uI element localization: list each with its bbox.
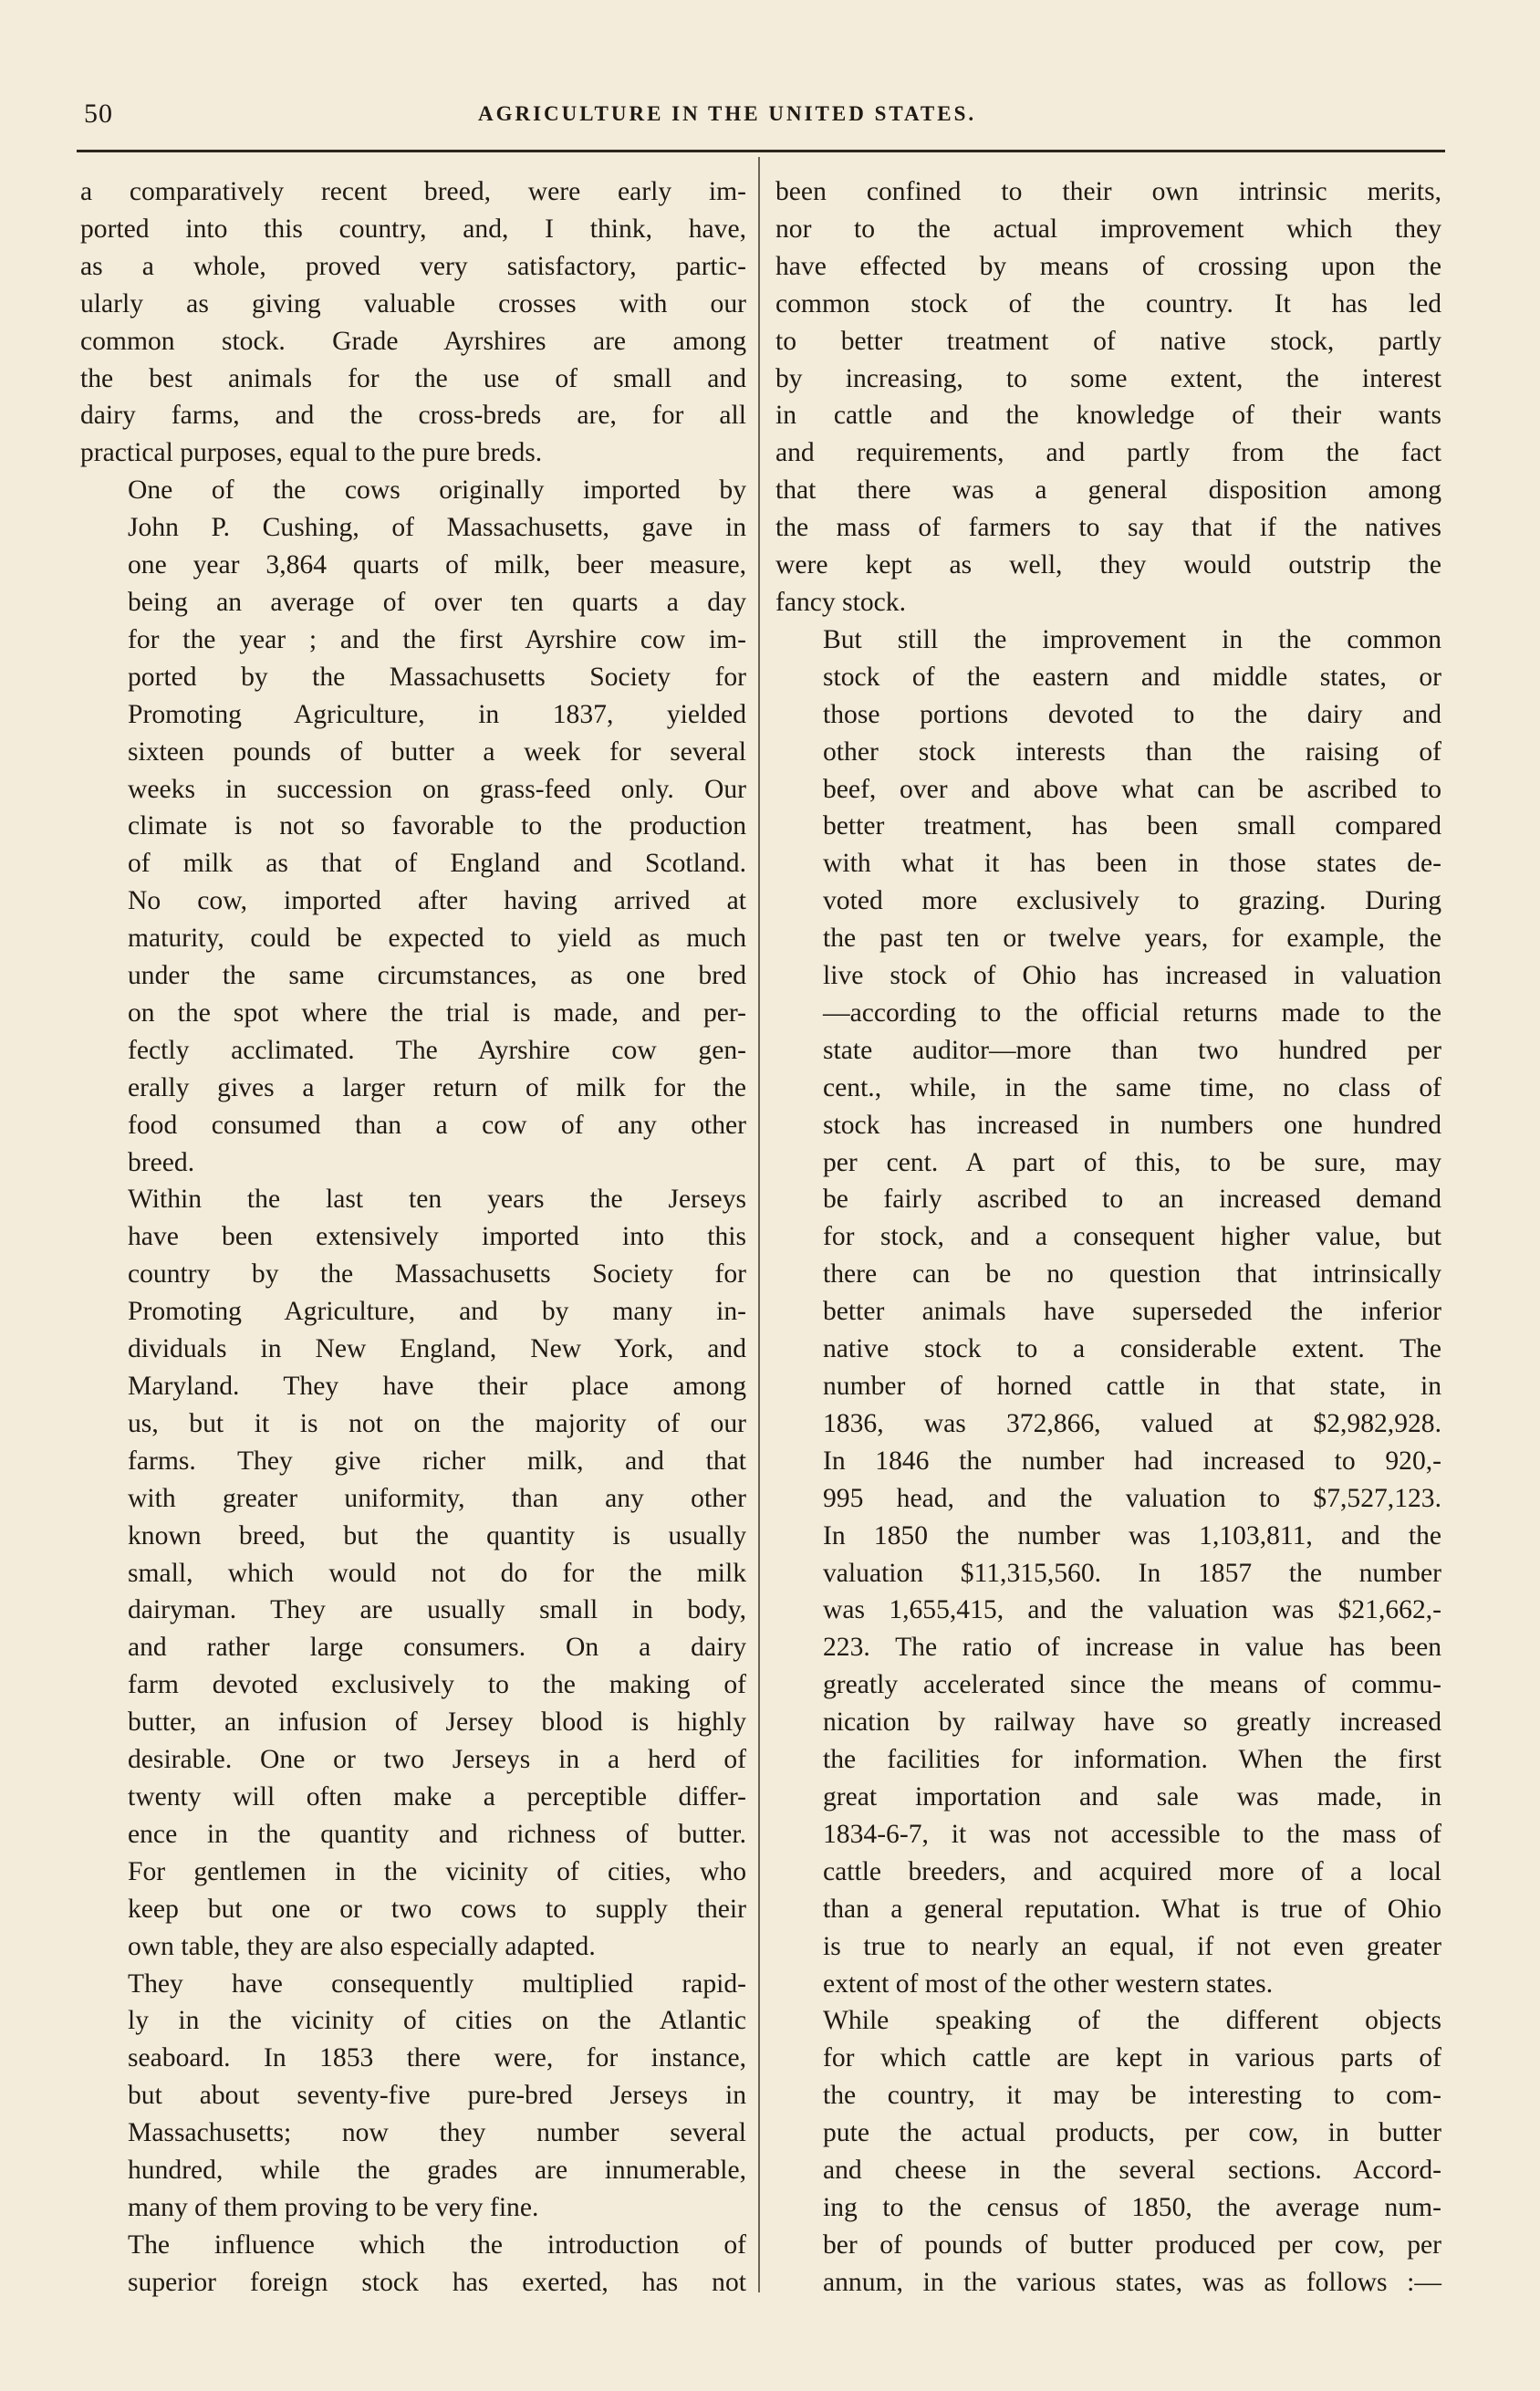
text-line: beef, over and above what can be ascribed to — [823, 774, 1441, 804]
paragraph — [80, 173, 746, 472]
text-line: native stock to a considerable extent. The — [823, 1334, 1441, 1364]
text-line: country by the Massachusetts Society for — [128, 1259, 746, 1289]
text-line: was 1,655,415, and the valuation was $21,662,- — [823, 1595, 1441, 1625]
text-line: have been extensively imported into this — [128, 1222, 746, 1252]
text-line: No cow, imported after having arrived at — [128, 886, 746, 916]
text-line: own table, they are also especially adapted. — [128, 1931, 596, 1961]
text-line: number of horned cattle in that state, in — [823, 1372, 1441, 1401]
text-line: one year 3,864 quarts of milk, beer measure, — [128, 550, 746, 580]
text-line: 223. The ratio of increase in value has been — [823, 1633, 1441, 1663]
text-line: stock has increased in numbers one hundred — [823, 1110, 1441, 1140]
text-line: per cent. A part of this, to be sure, may — [823, 1147, 1441, 1177]
text-line: small, which would not do for the milk — [128, 1558, 746, 1588]
text-line: The influence which the introduction of — [128, 2229, 746, 2260]
text-line: Promoting Agriculture, in 1837, yielded — [128, 699, 746, 729]
text-line: butter, an infusion of Jersey blood is highly — [128, 1707, 746, 1738]
text-line: the country, it may be interesting to com- — [823, 2081, 1441, 2111]
text-line: 1836, was 372,866, valued at $2,982,928. — [823, 1408, 1441, 1438]
text-line: —according to the official returns made to the — [823, 997, 1441, 1028]
text-line: by increasing, to some extent, the interest — [775, 363, 1441, 393]
text-line: been confined to their own intrinsic merits, — [775, 177, 1441, 206]
text-line: voted more exclusively to grazing. During — [823, 886, 1441, 916]
text-line: under the same circumstances, as one bred — [128, 961, 746, 991]
text-line: being an average of over ten quarts a day — [128, 587, 746, 617]
text-line: common stock of the country. It has led — [775, 288, 1441, 318]
text-line: extent of most of the other western states. — [823, 1968, 1274, 1999]
text-line: seaboard. In 1853 there were, for instance, — [128, 2043, 746, 2073]
text-line: For gentlemen in the vicinity of cities, who — [128, 1856, 746, 1886]
text-line: many of them proving to be very fine. — [128, 2192, 539, 2222]
text-line: and rather large consumers. On a dairy — [128, 1633, 746, 1663]
page-number: 50 — [84, 99, 113, 129]
text-line: greatly accelerated since the means of commu- — [823, 1670, 1441, 1700]
text-line: live stock of Ohio has increased in valuation — [823, 961, 1441, 991]
running-head: AGRICULTURE IN THE UNITED STATES. — [478, 102, 977, 125]
text-line: cent., while, in the same time, no class of — [823, 1072, 1441, 1102]
text-line: ing to the census of 1850, the average num- — [823, 2192, 1441, 2222]
text-line: Promoting Agriculture, and by many in- — [128, 1297, 746, 1327]
text-line: is true to nearly an equal, if not even greater — [823, 1931, 1441, 1961]
text-line: superior foreign stock has exerted, has not — [128, 2267, 746, 2297]
text-line: 995 head, and the valuation to $7,527,123. — [823, 1483, 1441, 1513]
text-line: ber of pounds of butter produced per cow, per — [823, 2229, 1441, 2260]
text-line: were kept as well, they would outstrip the — [775, 550, 1441, 580]
text-line: twenty will often make a perceptible differ- — [128, 1781, 746, 1812]
text-line: ularly as giving valuable crosses with our — [80, 288, 746, 318]
text-line: common stock. Grade Ayrshires are among — [80, 326, 746, 356]
text-line: dividuals in New England, New York, and — [128, 1334, 746, 1364]
text-line: pute the actual products, per cow, in butter — [823, 2118, 1441, 2148]
text-line: the facilities for information. When the first — [823, 1745, 1441, 1775]
text-line: be fairly ascribed to an increased demand — [823, 1185, 1441, 1215]
text-line: cattle breeders, and acquired more of a local — [823, 1856, 1441, 1886]
text-line: fectly acclimated. The Ayrshire cow gen- — [128, 1035, 746, 1065]
text-line: and cheese in the several sections. Accord- — [823, 2156, 1441, 2186]
text-line: better animals have superseded the inferior — [823, 1297, 1441, 1327]
text-line: Massachusetts; now they number several — [128, 2118, 746, 2148]
paragraph — [80, 472, 746, 1181]
text-line: desirable. One or two Jerseys in a herd of — [128, 1745, 746, 1775]
text-line: But still the improvement in the common — [823, 624, 1441, 654]
right-column — [775, 173, 1441, 2302]
text-line: known breed, but the quantity is usually — [128, 1520, 746, 1550]
text-line: dairy farms, and the cross-breds are, for all — [80, 401, 746, 431]
left-column — [80, 173, 746, 2302]
text-line: for stock, and a consequent higher value, but — [823, 1222, 1441, 1252]
text-line: farm devoted exclusively to the making of — [128, 1670, 746, 1700]
text-line: the past ten or twelve years, for example, the — [823, 924, 1441, 954]
text-line: of milk as that of England and Scotland. — [128, 849, 746, 879]
text-line: They have consequently multiplied rapid- — [128, 1968, 746, 1999]
text-line: better treatment, has been small compared — [823, 811, 1441, 841]
text-line: the best animals for the use of small and — [80, 363, 746, 393]
text-line: in cattle and the knowledge of their wants — [775, 401, 1441, 431]
text-line: on the spot where the trial is made, and per- — [128, 997, 746, 1028]
text-line: stock of the eastern and middle states, or — [823, 662, 1441, 692]
header-rule — [77, 150, 1445, 152]
paragraph — [775, 2002, 1441, 2301]
text-line: hundred, while the grades are innumerable, — [128, 2156, 746, 2186]
text-line: ly in the vicinity of cities on the Atlantic — [128, 2006, 746, 2036]
text-line: One of the cows originally imported by — [128, 475, 746, 506]
text-line: climate is not so favorable to the production — [128, 811, 746, 841]
page-header — [77, 91, 1445, 137]
text-line: breed. — [128, 1147, 195, 1177]
paragraph — [80, 1966, 746, 2227]
text-line: have effected by means of crossing upon the — [775, 251, 1441, 281]
text-line: John P. Cushing, of Massachusetts, gave in — [128, 513, 746, 543]
text-line: In 1850 the number was 1,103,811, and the — [823, 1520, 1441, 1550]
paragraph — [80, 1181, 746, 1965]
text-line: dairyman. They are usually small in body, — [128, 1595, 746, 1625]
text-line: ported into this country, and, I think, have, — [80, 214, 746, 244]
text-line: maturity, could be expected to yield as much — [128, 924, 746, 954]
text-line: to better treatment of native stock, partly — [775, 326, 1441, 356]
text-line: 1834-6-7, it was not accessible to the mass of — [823, 1819, 1441, 1849]
text-line: fancy stock. — [775, 587, 906, 617]
text-line: with greater uniformity, than any other — [128, 1483, 746, 1513]
paragraph — [775, 621, 1441, 2003]
text-line: but about seventy-five pure-bred Jerseys in — [128, 2081, 746, 2111]
text-line: While speaking of the different objects — [823, 2006, 1441, 2036]
text-line: as a whole, proved very satisfactory, partic- — [80, 251, 746, 281]
text-line: valuation $11,315,560. In 1857 the number — [823, 1558, 1441, 1588]
text-line: ence in the quantity and richness of butter. — [128, 1819, 746, 1849]
text-line: food consumed than a cow of any other — [128, 1110, 746, 1140]
text-line: erally gives a larger return of milk for the — [128, 1072, 746, 1102]
text-line: ported by the Massachusetts Society for — [128, 662, 746, 692]
text-line: great importation and sale was made, in — [823, 1781, 1441, 1812]
text-line: annum, in the various states, was as follows :— — [823, 2267, 1441, 2297]
paragraph — [80, 2227, 746, 2302]
text-line: for which cattle are kept in various parts of — [823, 2043, 1441, 2073]
text-line: Within the last ten years the Jerseys — [128, 1185, 746, 1215]
text-line: other stock interests than the raising of — [823, 736, 1441, 767]
text-line: weeks in succession on grass-feed only. Our — [128, 774, 746, 804]
text-line: Maryland. They have their place among — [128, 1372, 746, 1401]
text-line: than a general reputation. What is true of Ohio — [823, 1894, 1441, 1924]
text-line: practical purposes, equal to the pure breds. — [80, 438, 543, 468]
text-line: us, but it is not on the majority of our — [128, 1408, 746, 1438]
text-line: those portions devoted to the dairy and — [823, 699, 1441, 729]
text-line: a comparatively recent breed, were early im- — [80, 177, 746, 206]
text-line: keep but one or two cows to supply their — [128, 1894, 746, 1924]
text-line: that there was a general disposition among — [775, 475, 1441, 506]
text-line: the mass of farmers to say that if the natives — [775, 513, 1441, 543]
text-line: farms. They give richer milk, and that — [128, 1446, 746, 1476]
text-line: nication by railway have so greatly increased — [823, 1707, 1441, 1738]
text-line: with what it has been in those states de- — [823, 849, 1441, 879]
paragraph — [775, 173, 1441, 621]
text-line: and requirements, and partly from the fact — [775, 438, 1441, 468]
text-line: there can be no question that intrinsically — [823, 1259, 1441, 1289]
text-line: sixteen pounds of butter a week for several — [128, 736, 746, 767]
text-line: nor to the actual improvement which they — [775, 214, 1441, 244]
column-divider — [758, 157, 760, 2292]
text-line: In 1846 the number had increased to 920,- — [823, 1446, 1441, 1476]
text-line: state auditor—more than two hundred per — [823, 1035, 1441, 1065]
text-line: for the year ; and the first Ayrshire cow im- — [128, 624, 746, 654]
